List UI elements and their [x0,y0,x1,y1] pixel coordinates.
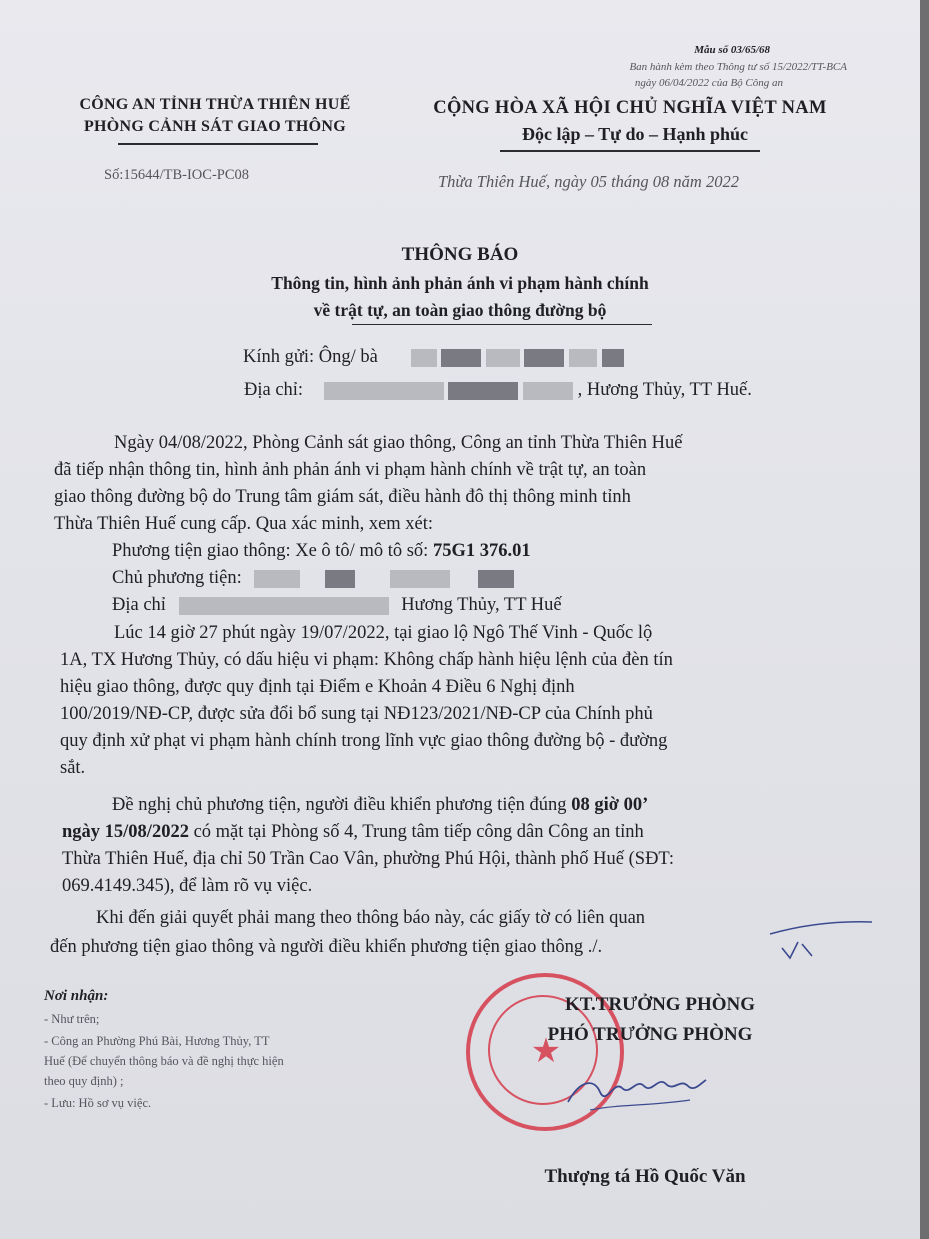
form-issued-line2: ngày 06/04/2022 của Bộ Công an [634,77,783,89]
body-line: 1A, TX Hương Thủy, có dấu hiệu vi phạm: Không chấp hành hiệu lệnh của đèn tín [60,650,673,670]
redacted-block [478,570,514,588]
body-line [62,822,644,843]
redacted-block [254,570,300,588]
owner-address-tail: Hương Thủy, TT Huế [401,595,562,615]
star-icon: ★ [530,1031,562,1071]
reference-number: Số:15644/TB-IOC-PC08 [104,167,250,183]
body-line: hiệu giao thông, được quy định tại Điểm e Khoản 4 Điều 6 Nghị định [60,677,575,697]
body-line: Lúc 14 giờ 27 phút ngày 19/07/2022, tại giao lộ Ngô Thế Vinh - Quốc lộ [114,623,653,643]
recipient-greeting [243,347,624,368]
signer-name: Thượng tá Hồ Quốc Văn [544,1166,746,1187]
title-rule [352,324,652,325]
handwritten-mark [760,912,880,962]
recipients-title: Nơi nhận: [44,988,109,1004]
redacted-block [523,382,573,400]
body-line: Ngày 04/08/2022, Phòng Cảnh sát giao thông, Công an tỉnh Thừa Thiên Huế [114,433,683,453]
body-line: sắt. [60,758,86,778]
redacted-block [569,349,597,367]
body-text: có mặt tại Phòng số 4, Trung tâm tiếp công dân Công an tỉnh [193,822,644,842]
recipient-address-tail: , Hương Thủy, TT Huế. [577,380,752,400]
body-line: Thừa Thiên Huế cung cấp. Qua xác minh, xem xét: [54,514,434,534]
document-title: THÔNG BÁO [401,244,519,265]
redacted-block [441,349,481,367]
appointment-date: ngày 15/08/2022 [62,822,189,842]
header-left-rule [118,143,318,145]
owner-address-label: Địa chỉ [112,595,166,615]
redacted-block [524,349,564,367]
signer-title-2: PHÓ TRƯỞNG PHÒNG [547,1024,753,1045]
redacted-block [486,349,520,367]
redacted-block [325,570,355,588]
redacted-block [179,597,389,615]
document-subtitle-1: Thông tin, hình ảnh phản ánh vi phạm hành chính [271,273,649,293]
body-line: 100/2019/NĐ-CP, được sửa đổi bổ sung tại NĐ123/2021/NĐ-CP của Chính phủ [60,704,653,724]
body-line: Khi đến giải quyết phải mang theo thông báo này, các giấy tờ có liên quan [96,908,646,928]
recipient-item: - Lưu: Hồ sơ vụ việc. [44,1096,152,1110]
redacted-block [602,349,624,367]
owner-label: Chủ phương tiện: [112,568,242,588]
form-number: Mẫu số 03/65/68 [694,44,770,56]
recipient-address [244,380,752,401]
vehicle-label: Phương tiện giao thông: Xe ô tô/ mô tô số: [112,541,429,561]
document-subtitle-2: về trật tự, an toàn giao thông đường bộ [313,300,607,320]
redacted-block [324,382,444,400]
body-line: đến phương tiện giao thông và người điều khiển phương tiện giao thông ./. [50,937,603,957]
recipient-greeting-label: Kính gửi: Ông/ bà [243,347,378,367]
body-line [112,795,648,816]
owner-address-line [112,595,562,616]
handwritten-signature [560,1060,710,1120]
body-text: Đề nghị chủ phương tiện, người điều khiển phương tiện đúng [112,795,567,815]
recipient-item: Huế (Để chuyển thông báo và đề nghị thực hiện [44,1054,284,1068]
header-right-rule [500,150,760,152]
appointment-time: 08 giờ 00’ [571,795,649,815]
document-date: Thừa Thiên Huế, ngày 05 tháng 08 năm 2022 [438,172,739,191]
redacted-block [390,570,450,588]
owner-line [112,568,514,589]
agency-name: CÔNG AN TỈNH THỪA THIÊN HUẾ [79,96,351,113]
nation-title: CỘNG HÒA XÃ HỘI CHỦ NGHĨA VIỆT NAM [433,98,827,118]
body-line: giao thông đường bộ do Trung tâm giám sát, điều hành đô thị thông minh tỉnh [54,487,631,507]
form-issued-line1: Ban hành kèm theo Thông tư số 15/2022/TT-BCA [629,61,847,73]
recipient-item: - Công an Phường Phú Bài, Hương Thủy, TT [44,1034,270,1048]
vehicle-line [112,541,531,562]
body-line: Thừa Thiên Huế, địa chỉ 50 Trần Cao Vân, phường Phú Hội, thành phố Huế (SĐT: [62,849,674,869]
redacted-block [448,382,518,400]
department-name: PHÒNG CẢNH SÁT GIAO THÔNG [83,118,347,135]
vehicle-plate: 75G1 376.01 [432,541,531,561]
body-line: đã tiếp nhận thông tin, hình ảnh phản ánh vi phạm hành chính về trật tự, an toàn [54,460,647,480]
redacted-block [411,349,437,367]
nation-motto: Độc lập – Tự do – Hạnh phúc [521,124,749,144]
signer-title-1: KT.TRƯỞNG PHÒNG [565,994,755,1015]
recipient-address-label: Địa chỉ: [244,380,304,400]
recipient-item: - Như trên; [44,1012,100,1026]
body-line: 069.4149.345), để làm rõ vụ việc. [62,876,313,896]
recipient-item: theo quy định) ; [44,1074,124,1088]
body-line: quy định xử phạt vi phạm hành chính trong lĩnh vực giao thông đường bộ - đường [60,731,668,751]
